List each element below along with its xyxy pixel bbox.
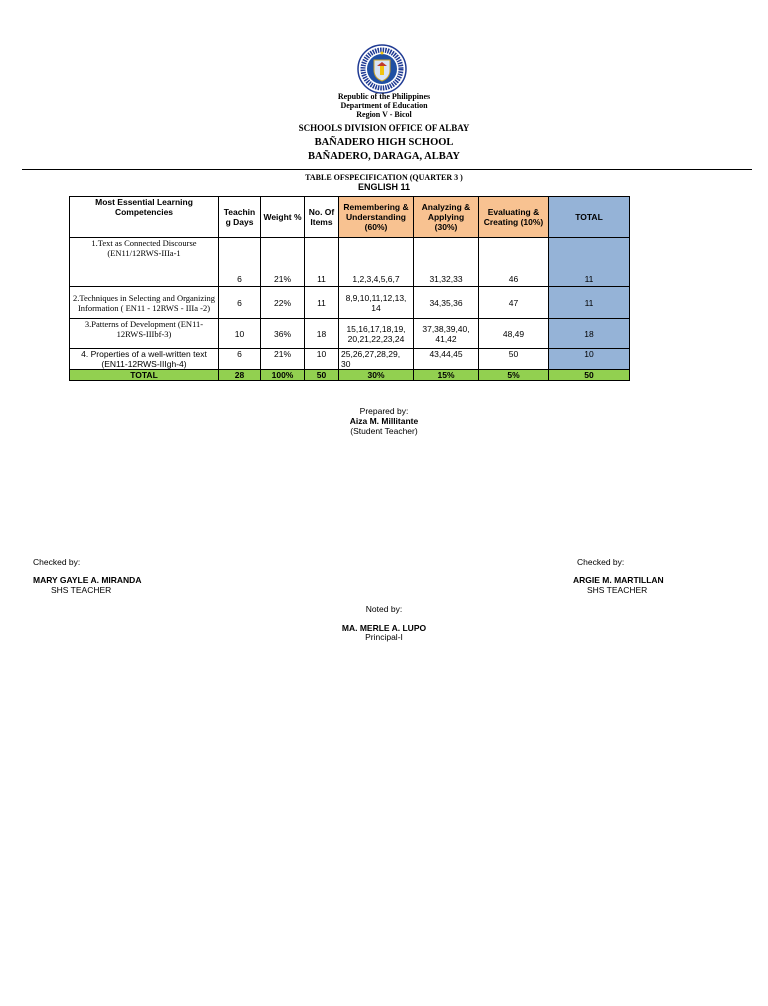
items-cell: 11 xyxy=(305,238,339,287)
header-division: SCHOOLS DIVISION OFFICE OF ALBAY xyxy=(298,123,470,133)
days-cell: 6 xyxy=(219,349,261,370)
total-weight-cell: 100% xyxy=(261,370,305,381)
header-total: TOTAL xyxy=(549,197,630,238)
tos-subject: ENGLISH 11 xyxy=(357,182,411,192)
weight-cell: 22% xyxy=(261,287,305,319)
competency-cell: 2.Techniques in Selecting and Organizing Information ( EN11 - 12RWS - IIIa -2) xyxy=(70,287,219,319)
total-items-cell: 50 xyxy=(305,370,339,381)
prepared-name: Aiza M. Millitante xyxy=(349,416,419,426)
prepared-role: (Student Teacher) xyxy=(350,426,418,436)
total-cell: 11 xyxy=(549,287,630,319)
total-cell: 11 xyxy=(549,238,630,287)
tos-table xyxy=(69,196,630,381)
table-row xyxy=(70,349,630,370)
header-analyzing: Analyzing & Applying (30%) xyxy=(414,197,479,238)
header-evaluating: Evaluating & Creating (10%) xyxy=(479,197,549,238)
items-cell: 18 xyxy=(305,319,339,349)
total-days-cell: 28 xyxy=(219,370,261,381)
competency-cell: 3.Patterns of Development (EN11-12RWS-IIIbf-3) xyxy=(70,319,219,349)
header-school: BAÑADERO HIGH SCHOOL xyxy=(314,137,454,148)
checked-right-name: ARGIE M. MARTILLAN xyxy=(573,575,664,585)
prepared-label: Prepared by: xyxy=(359,406,409,416)
header-teaching-days: Teachin g Days xyxy=(219,197,261,238)
competency-cell: 1.Text as Connected Discourse (EN11/12RWS-IIIa-1 xyxy=(70,238,219,287)
weight-cell: 21% xyxy=(261,238,305,287)
total-cell: 18 xyxy=(549,319,630,349)
remembering-cell: 1,2,3,4,5,6,7 xyxy=(339,238,414,287)
total-total-cell: 50 xyxy=(549,370,630,381)
total-analyzing-cell: 15% xyxy=(414,370,479,381)
total-remembering-cell: 30% xyxy=(339,370,414,381)
checked-left-role: SHS TEACHER xyxy=(51,585,112,595)
remembering-cell: 25,26,27,28,29, 30 xyxy=(339,349,414,370)
remembering-cell: 15,16,17,18,19, 20,21,22,23,24 xyxy=(339,319,414,349)
analyzing-cell: 43,44,45 xyxy=(414,349,479,370)
evaluating-cell: 46 xyxy=(479,238,549,287)
remembering-cell: 8,9,10,11,12,13, 14 xyxy=(339,287,414,319)
table-row xyxy=(70,238,630,287)
noted-label: Noted by: xyxy=(365,604,403,614)
total-evaluating-cell: 5% xyxy=(479,370,549,381)
analyzing-cell: 37,38,39,40, 41,42 xyxy=(414,319,479,349)
header-region: Region V - Bicol xyxy=(356,110,412,119)
evaluating-cell: 47 xyxy=(479,287,549,319)
header-address: BAÑADERO, DARAGA, ALBAY xyxy=(308,151,460,162)
table-header-row xyxy=(70,197,630,238)
evaluating-cell: 48,49 xyxy=(479,319,549,349)
header-weight: Weight % xyxy=(261,197,305,238)
header-no-of-items: No. Of Items xyxy=(305,197,339,238)
table-row xyxy=(70,287,630,319)
checked-left-label: Checked by: xyxy=(33,557,81,567)
tos-title: TABLE OFSPECIFICATION (QUARTER 3 ) xyxy=(305,173,463,182)
noted-role: Principal-I xyxy=(365,632,403,642)
table-row xyxy=(70,319,630,349)
items-cell: 11 xyxy=(305,287,339,319)
header-divider xyxy=(22,169,752,170)
analyzing-cell: 31,32,33 xyxy=(414,238,479,287)
weight-cell: 36% xyxy=(261,319,305,349)
total-label-cell: TOTAL xyxy=(70,370,219,381)
weight-cell: 21% xyxy=(261,349,305,370)
checked-left-name: MARY GAYLE A. MIRANDA xyxy=(33,575,142,585)
table-total-row xyxy=(70,370,630,381)
days-cell: 6 xyxy=(219,287,261,319)
header-remembering: Remembering & Understanding (60%) xyxy=(339,197,414,238)
deped-seal-icon xyxy=(357,44,407,94)
total-cell: 10 xyxy=(549,349,630,370)
days-cell: 10 xyxy=(219,319,261,349)
analyzing-cell: 34,35,36 xyxy=(414,287,479,319)
days-cell: 6 xyxy=(219,238,261,287)
header-department: Department of Education xyxy=(340,101,428,110)
noted-name: MA. MERLE A. LUPO xyxy=(341,623,427,633)
header-republic: Republic of the Philippines xyxy=(337,92,431,101)
checked-right-label: Checked by: xyxy=(577,557,625,567)
header-competencies: Most Essential Learning Competencies xyxy=(70,197,219,238)
checked-right-role: SHS TEACHER xyxy=(587,585,648,595)
evaluating-cell: 50 xyxy=(479,349,549,370)
items-cell: 10 xyxy=(305,349,339,370)
competency-cell: 4. Properties of a well-written text (EN11-12RWS-IIIgh-4) xyxy=(70,349,219,370)
